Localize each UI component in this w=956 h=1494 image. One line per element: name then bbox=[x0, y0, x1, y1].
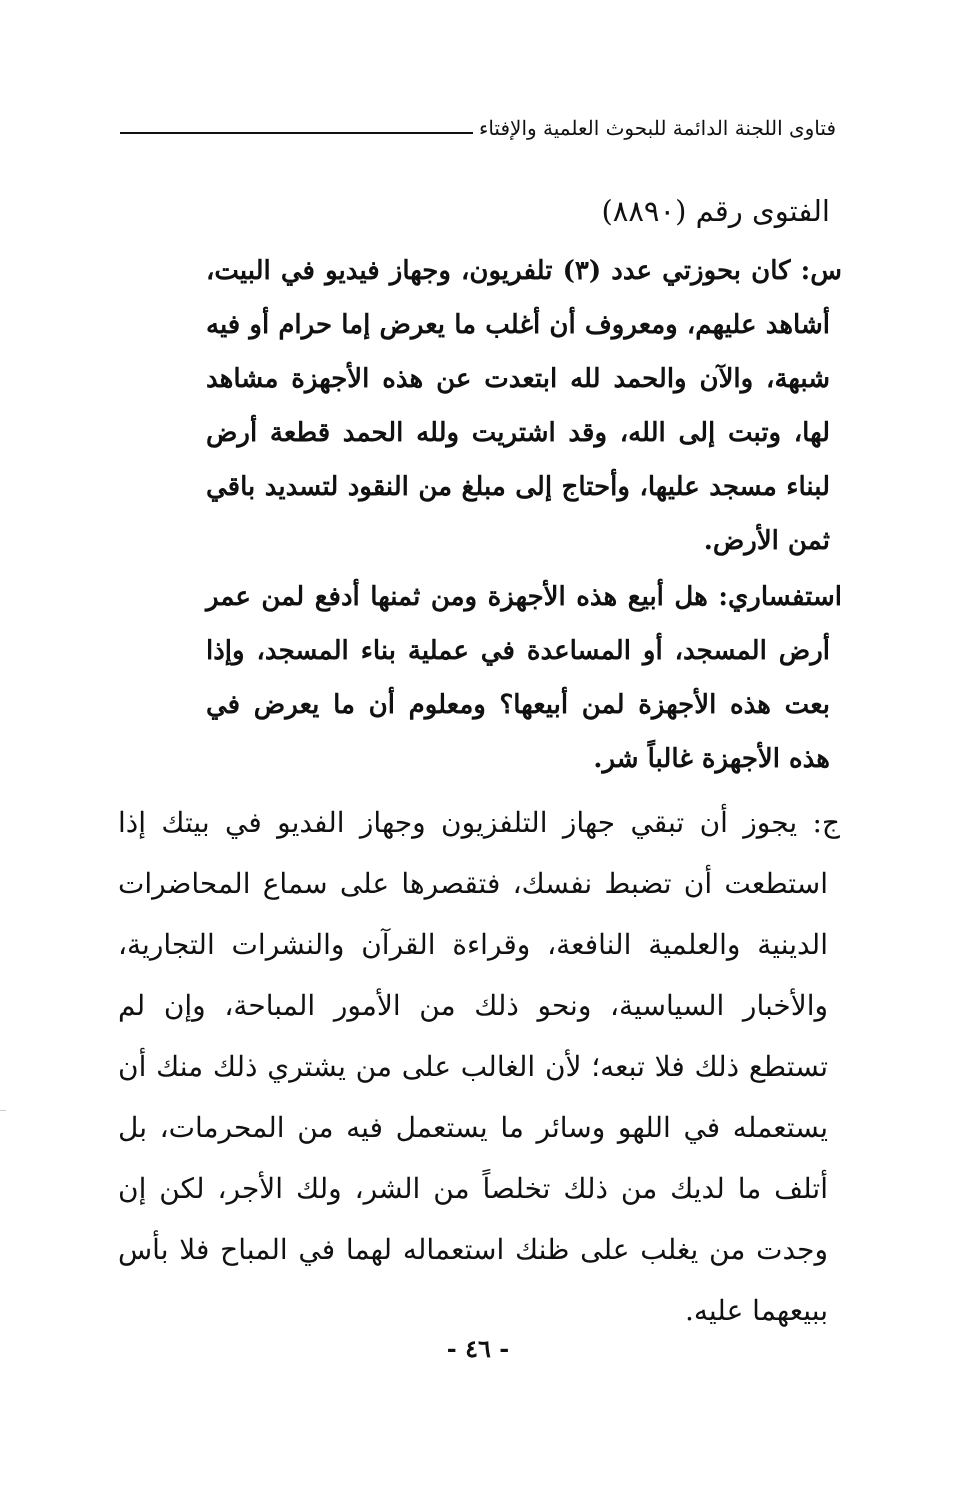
inquiry-paragraph: استفساري: هل أبيع هذه الأجهزة ومن ثمنها أدفع لمن عمر أرض المسجد، أو المساعدة في عملية بناء المسجد، وإذا بعت هذه الأجهزة لمن أبيعها؟ ومعلوم أن ما يعرض في هذه الأجهزة غالباً شر. bbox=[206, 582, 842, 774]
answer-paragraph: ج: يجوز أن تبقي جهاز التلفزيون وجهاز الفديو في بيتك إذا استطعت أن تضبط نفسك، فتقصرها على سماع المحاضرات الدينية والعلمية النافعة، وقراءة القرآن والنشرات التجارية، والأخبار السياسية، ونحو ذلك من الأمور المباحة، وإن لم تستطع ذلك فلا تبعه؛ لأن الغالب على من يشتري ذلك منك أن يستعمله في اللهو وسائر ما يستعمل فيه من المحرمات، بل أتلف ما لديك من ذلك تخلصاً من الشر، ولك الأجر، لكن إن وجدت من يغلب على ظنك استعماله لهما في المباح فلا بأس ببيعهما عليه. bbox=[118, 806, 840, 1327]
question-paragraph: س: كان بحوزتي عدد (٣) تلفريون، وجهاز فيديو في البيت، أشاهد عليهم، ومعروف أن أغلب ما يعرض إما حرام أو فيه شبهة، والآن والحمد لله ابتعدت عن هذه الأجهزة مشاهد لها، وتبت إلى الله، وقد اشتريت ولله الحمد قطعة أرض لبناء مسجد عليها، وأحتاج إلى مبلغ من النقود لتسديد باقي ثمن الأرض. bbox=[206, 256, 842, 556]
fatwa-number: الفتوى رقم (٨٨٩٠) bbox=[601, 194, 830, 228]
fatwa-body bbox=[118, 182, 840, 1341]
running-header bbox=[120, 108, 836, 148]
page-number: - ٤٦ - bbox=[446, 1334, 510, 1363]
header-rule bbox=[120, 132, 473, 134]
running-title: فتاوى اللجنة الدائمة للبحوث العلمية والإفتاء bbox=[478, 116, 836, 140]
scan-edge-mark bbox=[0, 1110, 6, 1111]
